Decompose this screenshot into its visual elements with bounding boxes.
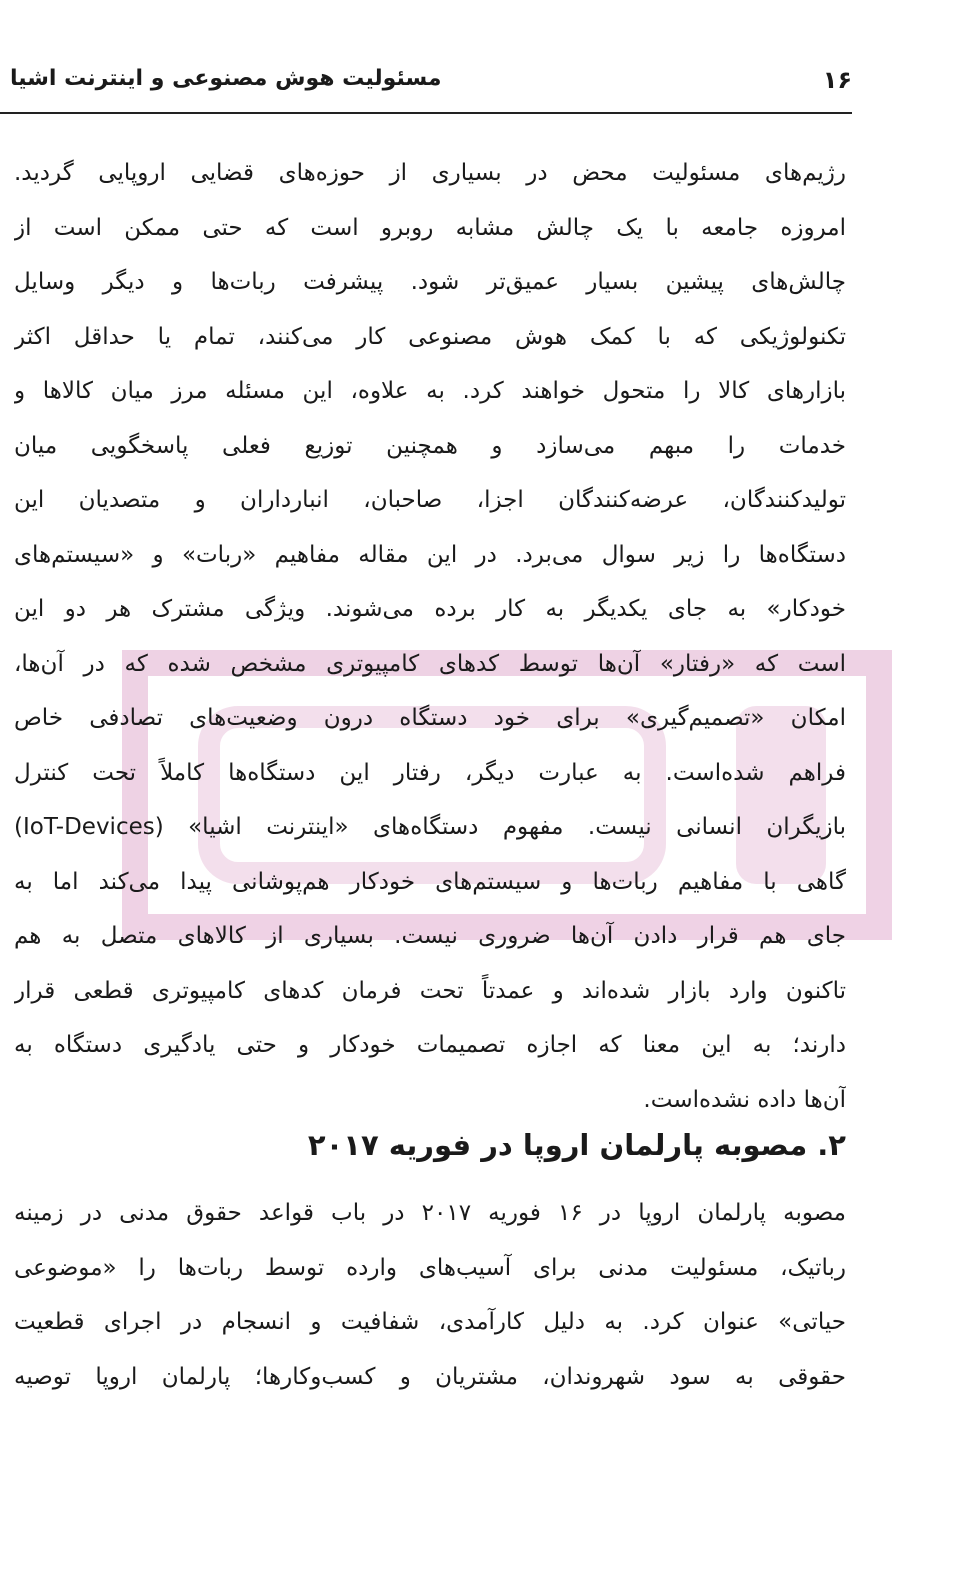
page-number: ۱۶ xyxy=(822,66,852,94)
text-line: خدمات را مبهم می‌سازد و همچنین توزیع فعلی پاسخگویی میان xyxy=(14,432,846,459)
text-line: آن‌ها داده نشده‌است. xyxy=(643,1086,846,1113)
section-heading: ۲. مصوبه پارلمان اروپا در فوریه ۲۰۱۷ xyxy=(307,1128,846,1162)
text-line: دستگاه‌ها را زیر سوال می‌برد. در این مقاله مفاهیم «ربات» و «سیستم‌های xyxy=(14,541,846,568)
text-line: تکنولوژیکی که با کمک هوش مصنوعی کار می‌کنند، تمام یا حداقل اکثر xyxy=(14,323,846,350)
text-line: امکان «تصمیم‌گیری» برای خود دستگاه درون وضعیت‌های تصادفی خاص xyxy=(14,705,846,731)
text-line: حیاتی» عنوان کرد. به دلیل کارآمدی، شفافیت و انسجام در اجرای قطعیت xyxy=(14,1309,846,1335)
text-line: حقوقی به سود شهروندان، مشتریان و کسب‌وکارها؛ پارلمان اروپا توصیه xyxy=(14,1363,846,1390)
text-line: فراهم شده‌است. به عبارت دیگر، رفتار این دستگاه‌ها کاملاً تحت کنترل xyxy=(14,759,846,786)
text-line: گاهی با مفاهیم ربات‌ها و سیستم‌های خودکار هم‌پوشانی پیدا می‌کند اما به xyxy=(14,868,846,895)
text-line: بازارهای کالا را متحول خواهند کرد. به علاوه، این مسئله مرز میان کالاها و xyxy=(14,378,846,404)
body-paragraph xyxy=(14,146,846,1127)
text-line: امروزه جامعه با یک چالش مشابه روبرو است که حتی ممکن است از xyxy=(14,214,846,241)
text-line: چالش‌های پیشین بسیار عمیق‌تر شود. پیشرفت ربات‌ها و دیگر وسایل xyxy=(14,269,846,295)
text-line: تولیدکنندگان، عرضه‌کنندگان اجزا، صاحبان، انبارداران و متصدیان این xyxy=(14,487,846,513)
text-line: جای هم قرار دادن آن‌ها ضروری نیست. بسیاری از کالاهای متصل به هم xyxy=(14,923,846,949)
text-line: دارند؛ به این معنا که اجازه تصمیمات خودکار و حتی یادگیری دستگاه به xyxy=(14,1032,846,1058)
text-line: رباتیک، مسئولیت مدنی برای آسیب‌های وارده توسط ربات‌ها را «موضوعی xyxy=(14,1254,846,1281)
page-header xyxy=(0,62,852,110)
text-line: است که «رفتار» آن‌ها توسط کدهای کامپیوتری مشخص شده که در آن‌ها، xyxy=(14,650,846,677)
header-divider xyxy=(0,112,852,114)
text-line: مصوبه پارلمان اروپا در ۱۶ فوریه ۲۰۱۷ در باب قواعد حقوق مدنی در زمینه xyxy=(14,1200,846,1226)
running-title: مسئولیت هوش مصنوعی و اینترنت اشیا xyxy=(10,66,442,91)
section-paragraph xyxy=(14,1186,846,1404)
text-line: خودکار» به جای یکدیگر به کار برده می‌شوند. ویژگی مشترک هر دو این xyxy=(14,596,846,622)
text-line: رژیم‌های مسئولیت محض در بسیاری از حوزه‌های قضایی اروپایی گردید. xyxy=(14,160,846,186)
text-line: تاکنون وارد بازار شده‌اند و عمدتاً تحت فرمان کدهای کامپیوتری قطعی قرار xyxy=(14,977,846,1004)
text-line: بازیگران انسانی نیست. مفهوم دستگاه‌های «اینترنت اشیا» (IoT-Devices) xyxy=(14,814,846,840)
